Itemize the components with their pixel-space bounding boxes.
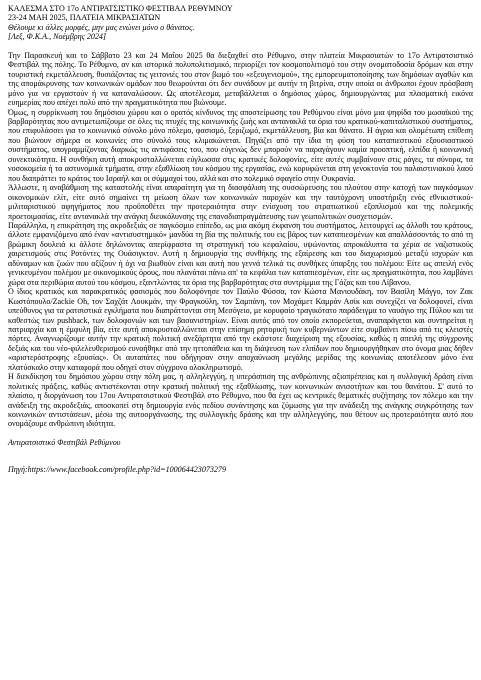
paragraph-3: Άλλωστε, η αναβάθμιση της καταστολής είναι απαραίτητη για τη διασφάλιση της συσσώρευσης του πλούτου στην κατοχή των παγκόσμιων οικονομικών ελίτ, είτε αυτό σημαίνει τη μείωση όλων των κοινωνικών παροχών και την ταυτόχρονη υποστήριξη ενός εθνικιστικού-μιλιταριστικού αφηγήματος που προϋποθέτει την προτεραιότητα στην ενίσχυση του στρατιωτικού εξοπλισμού και της πολεμικής προετοιμασίας, είτε αντανακλά την ανάγκη διευκόλυνσης της επαναδιαπραγμάτευσης των γεωπολιτικών συσχετισμών. (8, 183, 473, 221)
signature: Αντιρατσιστικό Φεστιβάλ Ρεθύμνου (8, 437, 121, 447)
source-link[interactable]: Πηγή:https://www.facebook.com/profile.php?id=100064423073279 (8, 465, 226, 475)
title-line-1: ΚΑΛΕΣΜΑ ΣΤΟ 17ο ΑΝΤΙΡΑΤΣΙΣΤΙΚΟ ΦΕΣΤΙΒΑΛ ΡΕΘΥΜΝΟΥ (8, 4, 233, 13)
document-header (8, 4, 473, 42)
epigraph-source: [Λεξ, Φ.Κ.Α., Νοέμβρης 2024] (8, 32, 107, 42)
paragraph-4: Παράλληλα, η επικράτηση της ακροδεξιάς σε παγκόσμιο επίπεδο, ως μια ακόμη έκφανση του συστήματος, λειτουργεί ως άλλοθι του κράτους, άλλοτε εμφανιζόμενο από έναν «αντισυστημικό» μανδύα τη βία της πολιτικής του εις βάρος των καταπιεσμένων και απαλλάσσοντάς το από τη βρώμικη δουλειά κι άλλοτε δηλώνοντας απερίφραστα τη στρατηγική του κεφαλαίου, υψώνοντας απροκάλυπτα τα χέρια σε ναζιστικούς χαιρετισμούς στις Ροτόντες της Ουάσιγκτον. Αυτή η δημιουργία της συνθήκης της εξαίρεσης και του διαχωρισμού μεταξύ ισχυρών και αδύναμων και ζωών που αξίζουν ή όχι να βιωθούν είναι και αυτή που γεννά τελικά τις συνθήκες ύπαρξης του πολέμου: Είτε ως απειλή ενός γενικευμένου πολέμου με οικονομικούς όρους, που πλανάται πάνω απ' τα κεφάλια των καταπιεσμένων, είτε ως πραγματικότητα, που λαμβάνει χώρα στα περιθώρια αυτού του κόσμου, εξαντλώντας τα όρια της βαρβαρότητας στα συντρίμμια της Γάζας και του Λίβανου. (8, 220, 473, 287)
title-line-2: 23-24 ΜΑΗ 2025, ΠΛΑΤΕΙΑ ΜΙΚΡΑΣΙΑΤΩΝ (8, 13, 161, 23)
epigraph-quote: Θέλουμε κι άλλες μορφές, μην μας ενώνει μόνο ο θάνατος. (8, 22, 195, 32)
paragraph-1: Την Παρασκευή και το Σάββατο 23 και 24 Μαΐου 2025 θα διεξαχθεί στο Ρέθυμνο, στην πλατεία Μικρασιατών το 17ο Αντιρατσιστικό Φεστιβάλ της πόλης. Το Ρέθυμνο, αν και ιστορικά πολυπολιτισμικό, περιορίζει τον κοσμοπολιτισμό του στην ονοματοδοσία δρόμων και στην τουριστική εκμετάλλευση, θυσιάζοντας τις γειτονιές του στον βωμό του «εξευγενισμού», της εμπορευματοποίησης των δημόσιων αγαθών και της απομάκρυνσης των κοινωνικών ομάδων που θεωρούνται ότι δεν συνάδουν με αυτήν τη βιτρίνα, στην οποία οι άνθρωποι έχουν πρόσβαση μόνο για να εργαστούν ή να καταναλώσουν. Ως αποτέλεσμα, μεταβάλλεται ο δημόσιος χώρος, δημιουργώντας μια πλασματική εικόνα ευημερίας που απέχει πολύ από την πραγματικότητα που βιώνουμε. (8, 50, 473, 108)
paragraph-2: Όμως, η συρρίκνωση του δημόσιου χώρου και ο ορατός κίνδυνος της αποστείρωσης του Ρεθύμνου είναι μόνο μια ψηφίδα του μωσαϊκού της βαρβαρότητας που αντιμετωπίζουμε σε όλες τις πτυχές της κοινωνικής ζωής και αντανακλά τα όρια του κρατικού-καπιταλιστικού συστήματος, που επιφυλάσσει για το κοινωνικό σύνολο μόνο πόλεμο, φασισμό, ξεριζωμό, εκμετάλλευση, βία και θάνατο. Η άγρια και ολομέτωπη επίθεση που βιώνουν σήμερα οι κοινωνίες στο σύνολό τους κλιμακώνεται. Πηγάζει από την ίδια τη φύση του καταπιεστικού εξουσιαστικού συστήματος, υπογραμμίζοντας διαρκώς τις αντιφάσεις του, που εύγενώς δεν μπορούν να παραγάγουν καμία προοπτική, ελπίδα ή κοινωνική συνεκτικότητα. Η συνθήκη αυτή αποκρυσταλλώνεται εύγλωσσα στις κρατικές δολοφονίες, είτε αυτές συμβαίνουν στις ράγες, τα σύνορα, τα νοσοκομεία ή τα αστυνομικά τμήματα, στην εξαθλίωση του κόσμου της εργασίας, ενώ κορυφώνεται στη γενοκτονία του παλαιστινιακού λαού που διαπράττει το κράτος του Ισραήλ και οι σύμμαχοί του, αλλά και στο πολεμικό σφαγείο στην Ουκρανία. (8, 107, 473, 183)
paragraph-6: Η διεκδίκηση του δημόσιου χώρου στην πόλη μας, η αλληλεγγύη, η υπεράσπιση της ανθρώπινης αξιοπρέπειας και η συλλογική δράση είναι πολιτικές πράξεις, καθώς αντιστέκονται στην κρατική πολιτική της εξαθλίωσης, των κοινωνικών ανισοτήτων και του θανάτου. Σ' αυτό το πλαίσιο, η διοργάνωση του 17ου Αντιρατσιστικού Φεστιβάλ στο Ρέθυμνο, που θα έχει ως κεντρικές θεματικές συζήτησης τον πόλεμο και την ανάδειξη της ακροδεξιάς, αποσκοπεί στη δημιουργία ενός πεδίου συνάντησης και ζύμωσης για την ανάδειξη της ανάγκης συγκρότησης των κοινωνικών αντιστάσεων, μέσω της αυτοοργάνωσης, της συλλογικής δράσης και την αλληλεγγύης, που θέτουν ως προτεραιότητα αυτό που ονομάζουμε ανθρώπινη ιδιότητα. (8, 372, 473, 429)
paragraph-5: Ο ίδιος κρατικός και παρακρατικός φασισμός που δολοφόνησε τον Παύλο Φύσσα, τον Κώστα Μανιουδάκη, τον Βασίλη Μάγγο, τον Ζακ Κωστόπουλο/Zackie Oh, τον Σαχζάτ Λουκμάν, την Φραγκούλη, τον Σαμπάνη, τον Μοχάμετ Καμράν Ασίκ και συνεχίζει να δολοφονεί, είναι υπεύθυνος για τα ρατσιστικά εγκλήματα που διαπράττονται στη Μεσόγειο, με κορυφαίο τραγικότατο παράδειγμα το ναυάγιο της Πύλου και τα καθεστώς των pushback, των δολοφονιών και των βασανιστηρίων. Είναι αυτός από τον οποίο εκπορεύεται, αναπαράγεται και συντηρείται η πατριαρχία και η έμφυλη βία, είτε αυτή αποκρυσταλλώνεται στην επίσημη ρητορική των κυβερνώντων είτε συμβαίνει πίσω από τις κλειστές πόρτες. Αναγνωρίζουμε αυτήν την κρατική πολιτική ανεξάρτητα από την εκάστοτε διαχείριση της εξουσίας, καθώς η απειλή της σύγχρονης δεξιάς και του νέο-φιλελευθερισμού ευνοήθηκε από την ηττοπάθεια και τη διάψευση των ελπίδων που δημιουργήθηκαν στο όνομα μιας δήθεν «αριστερόστροφης εξουσίας». Οι αυταπάτες που οδήγησαν στην αποχαύνωση μεγάλης μερίδας της κοινωνίας αποτέλεσαν μόνο ένα πλατύσκαλο στην καταφορά που οδηγεί στον σύγχρονο ολοκληρωτισμό. (8, 287, 473, 372)
